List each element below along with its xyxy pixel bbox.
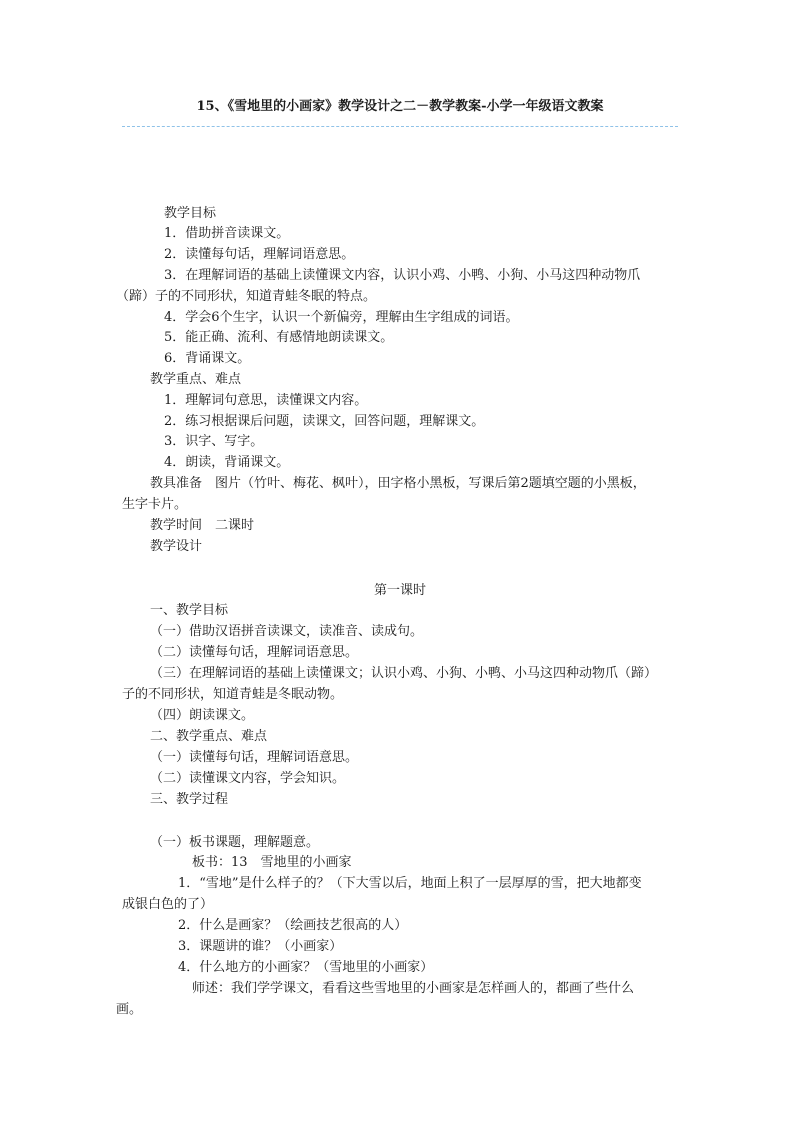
teacher-narration: 师述：我们学学课文，看看这些雪地里的小画家是怎样画人的，都画了些什么 — [192, 981, 635, 996]
lesson-key-point-1: （一）读懂每句话，理解词语意思。 — [150, 750, 359, 765]
teaching-aids-cont: 生字卡片。 — [122, 497, 188, 512]
teaching-design: 教学设计 — [150, 539, 203, 554]
goal-item-6: 6．背诵课文。 — [164, 351, 251, 366]
goal-item-5: 5．能正确、流利、有感情地朗读课文。 — [164, 330, 394, 345]
lesson-goal-1: （一）借助汉语拼音读课文，读准音、读成句。 — [150, 624, 424, 639]
goal-item-2: 2．读懂每句话，理解词语意思。 — [164, 247, 355, 262]
goal-item-3-cont: （蹄）子的不同形状，知道青蛙冬眠的特点。 — [116, 289, 377, 304]
teaching-time: 教学时间 二课时 — [150, 518, 255, 533]
lesson-key-points-heading: 二、教学重点、难点 — [150, 729, 268, 744]
lesson-goal-3-cont: 子的不同形状，知道青蛙是冬眠动物。 — [122, 687, 344, 702]
key-point-1: 1．理解词句意思，读懂课文内容。 — [164, 393, 368, 408]
section-heading-key-points: 教学重点、难点 — [150, 372, 242, 387]
lesson-goals-heading: 一、教学目标 — [150, 603, 229, 618]
question-2: 2．什么是画家？（绘画技艺很高的人） — [178, 918, 408, 933]
question-4: 4．什么地方的小画家？（雪地里的小画家） — [178, 960, 434, 975]
title-underline — [122, 126, 678, 127]
key-point-4: 4．朗读，背诵课文。 — [164, 455, 290, 470]
question-1-cont: 成银白色的了） — [122, 897, 214, 912]
goal-item-1: 1．借助拼音读课文。 — [164, 226, 290, 241]
lesson-goal-2: （二）读懂每句话，理解词语意思。 — [150, 645, 359, 660]
question-1: 1．“雪地”是什么样子的？（下大雪以后，地面上积了一层厚厚的雪，把大地都变 — [178, 876, 642, 891]
blackboard-title: 板书：13 雪地里的小画家 — [192, 855, 352, 870]
process-step-1: （一）板书课题，理解题意。 — [150, 835, 320, 850]
document-title: 15、《雪地里的小画家》教学设计之二－教学教案-小学一年级语文教案 — [196, 99, 604, 114]
goal-item-4: 4．学会6个生字，认识一个新偏旁，理解由生字组成的词语。 — [164, 310, 519, 325]
lesson-goal-4: （四）朗读课文。 — [150, 708, 255, 723]
question-3: 3．课题讲的谁？（小画家） — [178, 939, 343, 954]
goal-item-3: 3．在理解词语的基础上读懂课文内容，认识小鸡、小鸭、小狗、小马这四种动物爪 — [164, 268, 641, 283]
section-heading-goals: 教学目标 — [164, 206, 217, 221]
teaching-aids: 教具准备 图片（竹叶、梅花、枫叶），田字格小黑板，写课后第2题填空题的小黑板， — [150, 476, 646, 491]
lesson-key-point-2: （二）读懂课文内容，学会知识。 — [150, 771, 346, 786]
key-point-3: 3．识字、写字。 — [164, 434, 264, 449]
key-point-2: 2．练习根据课后问题，读课文，回答问题，理解课文。 — [164, 414, 485, 429]
lesson-process-heading: 三、教学过程 — [150, 792, 229, 807]
lesson-goal-3: （三）在理解词语的基础上读懂课文；认识小鸡、小狗、小鸭、小马这四种动物爪（蹄） — [150, 666, 658, 681]
teacher-narration-cont: 画。 — [116, 1002, 143, 1017]
lesson-one-heading: 第一课时 — [373, 583, 426, 598]
